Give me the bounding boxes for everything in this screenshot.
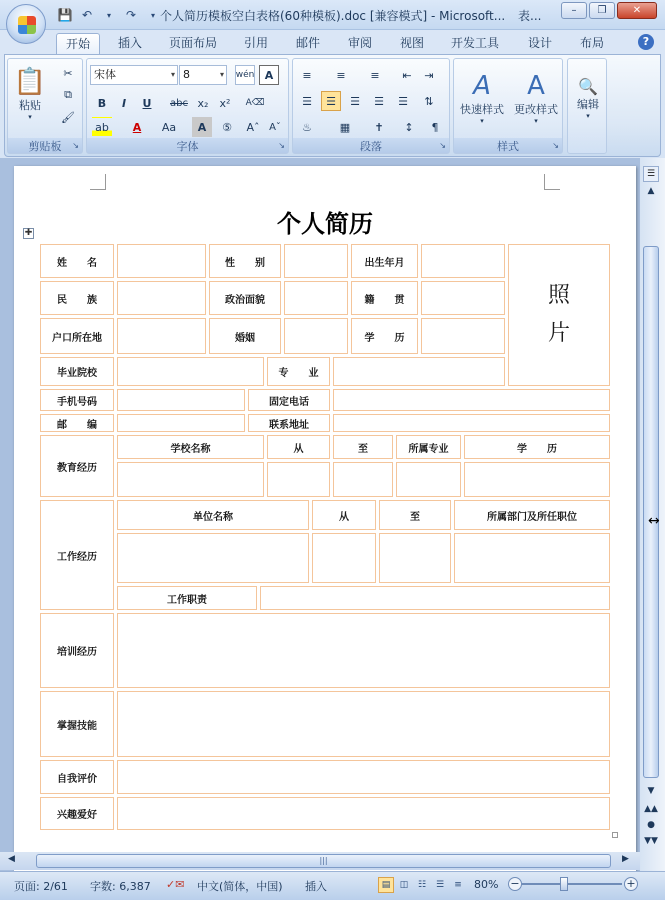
label-marriage: 婚姻 [209, 318, 281, 354]
tab-insert[interactable]: 插入 [117, 36, 142, 50]
styles-group [453, 58, 563, 154]
binoculars-icon: 🔍 [578, 76, 598, 96]
label-politics: 政治面貌 [209, 281, 281, 315]
label-name: 姓 名 [40, 244, 114, 278]
numbering-icon[interactable]: ≡ [336, 68, 346, 82]
shrink-font-icon[interactable]: Aˇ [269, 121, 281, 133]
chinese-layout-icon[interactable]: ✝ [374, 120, 384, 134]
label-work-history: 工作经历 [40, 500, 114, 610]
table-move-handle-icon[interactable]: ✚ [24, 228, 33, 238]
input-edu-major[interactable] [396, 462, 461, 497]
subscript-icon[interactable]: x₂ [197, 96, 209, 110]
phonetic-guide-icon[interactable]: wén [235, 65, 255, 85]
zoom-level[interactable]: 80% [474, 878, 499, 891]
ribbon-tabs [0, 30, 665, 54]
label-birth: 出生年月 [351, 244, 418, 278]
zoom-slider-thumb[interactable] [560, 877, 568, 891]
input-work-from[interactable] [312, 533, 376, 583]
styles-group-label: 样式 ↘ [454, 138, 562, 153]
scroll-left-icon[interactable]: ◀ [8, 854, 15, 864]
tab-page-layout[interactable]: 页面布局 [168, 36, 217, 50]
label-mobile: 手机号码 [40, 389, 114, 411]
header-edu-school: 学校名称 [117, 435, 264, 459]
input-postcode[interactable] [117, 414, 245, 432]
line-spacing-icon[interactable]: ⇅ [424, 94, 434, 108]
character-shading-icon[interactable]: A [192, 117, 212, 137]
qat-customize-icon[interactable]: ▾ [150, 10, 155, 20]
minimize-button[interactable]: – [561, 2, 587, 19]
input-training[interactable] [117, 613, 610, 688]
header-work-company: 单位名称 [117, 500, 309, 530]
outline-view-icon[interactable]: ☰ [435, 880, 445, 890]
tab-home[interactable]: 开始 [56, 33, 100, 54]
italic-icon[interactable]: I [121, 96, 127, 110]
document-page[interactable] [14, 166, 636, 871]
strikethrough-icon[interactable]: abc [170, 97, 188, 109]
previous-page-icon[interactable]: ▲▲ [644, 804, 658, 814]
label-native-place: 籍 贯 [351, 281, 418, 315]
multilevel-list-icon[interactable]: ≡ [370, 68, 380, 82]
tab-references[interactable]: 引用 [243, 36, 268, 50]
label-school: 毕业院校 [40, 357, 114, 386]
font-name-select[interactable]: 宋体 ▾ [90, 65, 178, 85]
label-hobbies: 兴趣爱好 [40, 797, 114, 830]
zoom-out-icon[interactable]: − [508, 877, 522, 891]
title-bar [0, 0, 665, 30]
input-skills[interactable] [117, 691, 610, 757]
editing-group [567, 58, 607, 154]
office-logo-icon [18, 16, 36, 34]
scroll-down-icon[interactable]: ▼ [647, 786, 655, 796]
redo-icon[interactable]: ↷ [125, 8, 137, 22]
status-bar [0, 871, 665, 900]
dialog-launcher-icon[interactable]: ↘ [439, 141, 446, 150]
taskbar-title: 表... [518, 9, 542, 23]
input-mobile[interactable] [117, 389, 245, 411]
font-color-icon[interactable]: A [132, 120, 142, 134]
resize-cursor-icon: ↔ [648, 513, 660, 529]
label-education: 学 历 [351, 318, 418, 354]
sort-icon[interactable]: ↕ [404, 120, 414, 134]
label-hukou: 户口所在地 [40, 318, 114, 354]
change-styles-label: 更改样式 [514, 103, 558, 116]
input-birth[interactable] [421, 244, 505, 278]
close-button[interactable]: ✕ [617, 2, 657, 19]
zoom-in-icon[interactable]: + [624, 877, 638, 891]
photo-text-2: 片 [547, 321, 570, 346]
margin-corner-mark [90, 174, 106, 190]
input-native-place[interactable] [421, 281, 505, 315]
dialog-launcher-icon[interactable]: ↘ [278, 141, 285, 150]
photo-box[interactable] [508, 244, 610, 386]
label-postcode: 邮 编 [40, 414, 114, 432]
input-edu-to[interactable] [333, 462, 393, 497]
language-indicator[interactable]: 中文(简体，中国) [197, 880, 283, 893]
insert-mode[interactable]: 插入 [305, 880, 327, 893]
restore-button[interactable]: ❐ [589, 2, 615, 19]
input-address[interactable] [333, 414, 610, 432]
quick-styles-label: 快速样式 [460, 103, 504, 116]
align-right-icon[interactable]: ☰ [350, 94, 360, 108]
label-gender: 性 别 [209, 244, 281, 278]
input-gender[interactable] [284, 244, 348, 278]
clipboard-group-label: 剪贴板 ↘ [8, 138, 82, 153]
dialog-launcher-icon[interactable]: ↘ [552, 141, 559, 150]
chevron-down-icon: ▾ [534, 117, 538, 125]
grow-font-icon[interactable]: Aˆ [246, 120, 260, 134]
label-work-duty: 工作职责 [117, 586, 257, 610]
input-work-duty[interactable] [260, 586, 610, 610]
ribbon [4, 54, 661, 157]
document-heading: 个人简历 [277, 210, 373, 238]
character-border-icon[interactable]: A [259, 65, 279, 85]
copy-icon[interactable]: ⧉ [64, 88, 72, 101]
document-area[interactable] [0, 158, 665, 871]
chevron-down-icon: ▾ [480, 117, 484, 125]
label-major: 专 业 [267, 357, 330, 386]
input-politics[interactable] [284, 281, 348, 315]
chevron-down-icon: ▾ [170, 70, 175, 79]
input-major[interactable] [333, 357, 505, 386]
input-work-company[interactable] [117, 533, 309, 583]
header-work-from: 从 [312, 500, 376, 530]
bold-icon[interactable]: B [97, 96, 107, 110]
help-icon[interactable]: ? [638, 34, 654, 50]
save-icon[interactable]: 💾 [57, 8, 73, 22]
distributed-icon[interactable]: ☰ [398, 94, 408, 108]
zoom-slider-track[interactable] [522, 883, 622, 885]
input-education[interactable] [421, 318, 505, 354]
superscript-icon[interactable]: x² [219, 96, 231, 110]
margin-corner-mark [544, 174, 560, 190]
cut-icon[interactable]: ✂ [63, 66, 73, 80]
change-styles-button[interactable] [510, 63, 562, 133]
input-edu-school[interactable] [117, 462, 264, 497]
word-count[interactable]: 字数: 6,387 [90, 880, 151, 893]
paste-label: 粘贴 [19, 99, 41, 112]
document-title: 个人简历模板空白表格(60种模板).doc [兼容模式] - Microsoft... [160, 9, 505, 23]
chevron-down-icon: ▾ [28, 113, 32, 121]
input-self-eval[interactable] [117, 760, 610, 794]
input-ethnicity[interactable] [117, 281, 206, 315]
change-case-icon[interactable]: Aa [161, 120, 177, 134]
label-ethnicity: 民 族 [40, 281, 114, 315]
page-indicator[interactable]: 页面: 2/61 [14, 880, 68, 893]
show-marks-icon[interactable]: ¶ [431, 120, 439, 134]
tab-mailings[interactable]: 邮件 [295, 36, 320, 50]
input-work-to[interactable] [379, 533, 451, 583]
edit-button[interactable] [570, 63, 606, 133]
horizontal-scroll-thumb[interactable]: ||| [36, 854, 611, 868]
dropdown-chevron-icon[interactable]: ▾ [106, 10, 111, 20]
header-work-to: 至 [379, 500, 451, 530]
window-controls [561, 2, 657, 19]
paragraph-group-label: 段落 ↘ [293, 138, 449, 153]
scroll-right-icon[interactable]: ▶ [622, 854, 629, 864]
chevron-down-icon: ▾ [586, 111, 590, 120]
input-hobbies[interactable] [117, 797, 610, 830]
label-skills: 掌握技能 [40, 691, 114, 757]
undo-icon[interactable]: ↶ [81, 8, 93, 22]
print-layout-view-icon[interactable]: ▤ [378, 877, 394, 893]
header-work-dept: 所属部门及所任职位 [454, 500, 610, 530]
bullets-icon[interactable]: ≡ [302, 68, 312, 82]
full-screen-reading-view-icon[interactable]: ◫ [399, 880, 409, 890]
input-landline[interactable] [333, 389, 610, 411]
align-center-icon[interactable]: ☰ [321, 91, 341, 111]
scroll-up-icon[interactable]: ▲ [647, 186, 655, 196]
vertical-scroll-thumb[interactable] [643, 246, 659, 778]
underline-icon[interactable]: U [142, 96, 152, 110]
header-edu-degree: 学 历 [464, 435, 610, 459]
enclose-characters-icon[interactable]: ⑤ [222, 120, 232, 134]
label-landline: 固定电话 [248, 389, 330, 411]
justify-icon[interactable]: ☰ [374, 94, 384, 108]
web-layout-view-icon[interactable]: ☷ [417, 880, 427, 890]
tab-view[interactable]: 视图 [399, 36, 424, 50]
increase-indent-icon[interactable]: ⇥ [424, 68, 434, 82]
office-button[interactable] [6, 4, 46, 44]
tab-review[interactable]: 审阅 [347, 36, 372, 50]
paragraph-group [292, 58, 450, 154]
proofing-icon[interactable]: ✓✉ [166, 878, 185, 891]
input-school[interactable] [117, 357, 264, 386]
header-edu-from: 从 [267, 435, 330, 459]
clipboard-icon: 📋 [13, 67, 47, 97]
header-edu-major: 所属专业 [396, 435, 461, 459]
input-hukou[interactable] [117, 318, 206, 354]
table-resize-handle[interactable] [612, 832, 618, 838]
format-painter-icon[interactable]: 🖌 [61, 110, 75, 124]
next-page-icon[interactable]: ▼▼ [644, 836, 658, 846]
quick-access-toolbar [56, 6, 162, 24]
view-ruler-icon[interactable]: ☰ [643, 166, 659, 182]
dialog-launcher-icon[interactable]: ↘ [72, 141, 79, 150]
tab-developer[interactable]: 开发工具 [450, 36, 499, 50]
borders-icon[interactable]: ▦ [339, 120, 351, 134]
highlight-icon[interactable]: ab [92, 117, 112, 137]
horizontal-scrollbar[interactable] [0, 852, 640, 870]
input-edu-degree[interactable] [464, 462, 610, 497]
input-work-dept[interactable] [454, 533, 610, 583]
shading-icon[interactable]: ♨ [302, 120, 312, 134]
font-group-label: 字体 ↘ [87, 138, 288, 153]
chevron-down-icon: ▾ [219, 70, 224, 79]
edit-label: 编辑 [577, 97, 599, 111]
paste-button[interactable] [12, 63, 48, 125]
clear-formatting-icon[interactable]: A⌫ [245, 98, 265, 108]
input-edu-from[interactable] [267, 462, 330, 497]
label-self-eval: 自我评价 [40, 760, 114, 794]
photo-text-1: 照 [547, 283, 570, 308]
input-name[interactable] [117, 244, 206, 278]
quick-styles-icon: A [473, 71, 491, 101]
label-edu-history: 教育经历 [40, 435, 114, 497]
header-edu-to: 至 [333, 435, 393, 459]
label-training: 培训经历 [40, 613, 114, 688]
quick-styles-button[interactable] [456, 63, 508, 133]
decrease-indent-icon[interactable]: ⇤ [402, 68, 412, 82]
select-browse-object-icon[interactable]: ● [647, 820, 655, 830]
tab-design[interactable]: 设计 [527, 36, 552, 50]
font-size-select[interactable]: 8 ▾ [179, 65, 227, 85]
input-marriage[interactable] [284, 318, 348, 354]
font-group [86, 58, 289, 154]
label-address: 联系地址 [248, 414, 330, 432]
change-styles-icon: A [527, 71, 545, 101]
align-left-icon[interactable]: ☰ [302, 94, 312, 108]
draft-view-icon[interactable]: ≡ [454, 880, 462, 890]
tab-layout[interactable]: 布局 [579, 36, 604, 50]
clipboard-group [7, 58, 83, 154]
